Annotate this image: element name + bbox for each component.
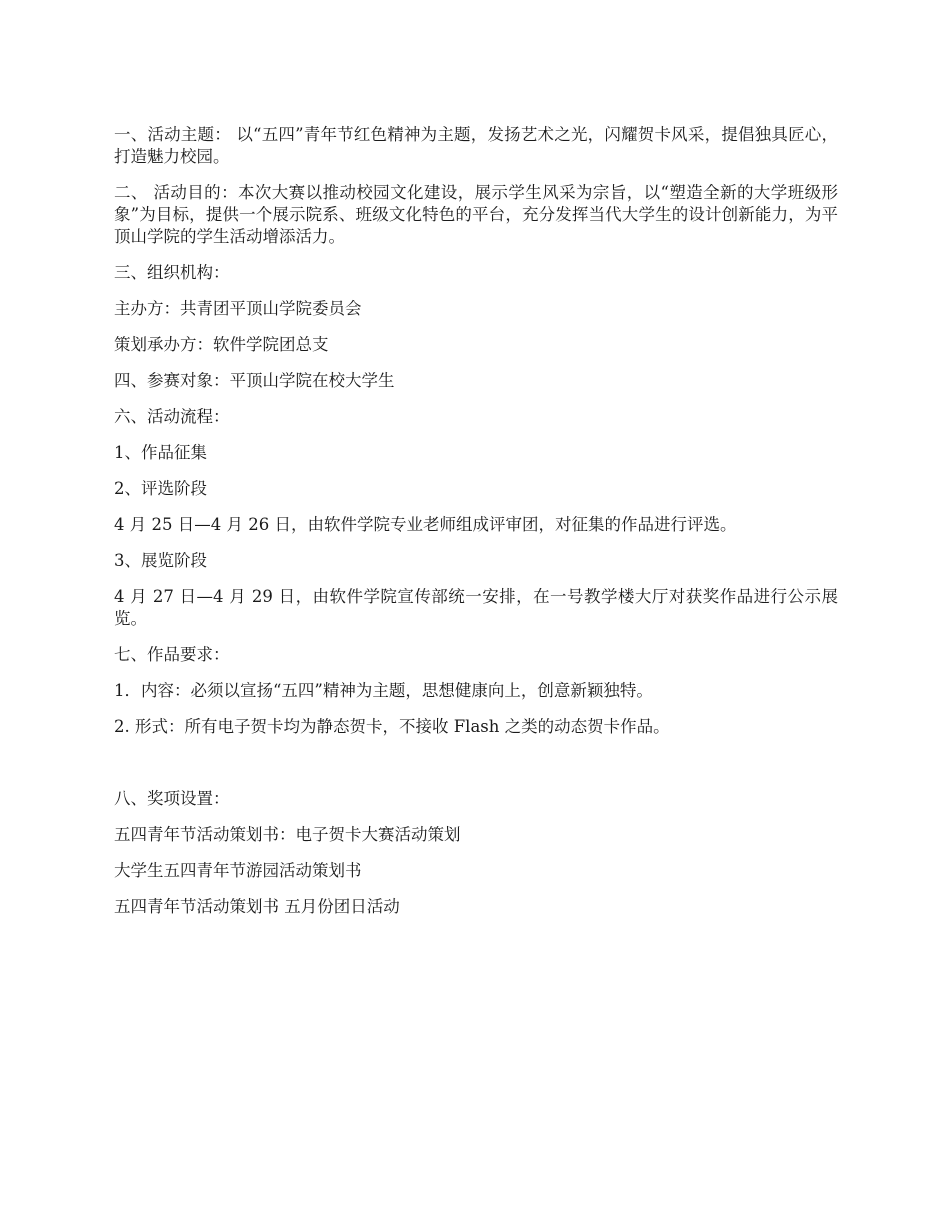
paragraph-host: 主办方：共青团平顶山学院委员会 [114,299,362,318]
paragraph-related-1: 五四青年节活动策划书：电子贺卡大赛活动策划 [114,825,461,844]
paragraph-exhibition-detail: 4 月 27 日—4 月 29 日，由软件学院宣传部统一安排，在一号教学楼大厅对获奖作品进行公示展览。 [114,587,838,628]
paragraph-step-selection: 2、评选阶段 [114,479,207,498]
paragraph-step-collection: 1、作品征集 [114,443,207,462]
paragraph-requirement-content: 1．内容：必须以宣扬“五四”精神为主题，思想健康向上，创意新颖独特。 [114,681,653,700]
document-page [114,124,838,932]
paragraph-requirements-heading: 七、作品要求： [114,645,230,664]
paragraph-organizer: 策划承办方：软件学院团总支 [114,335,329,354]
paragraph-organization-heading: 三、组织机构： [114,263,230,282]
paragraph-requirement-format: 2. 形式：所有电子贺卡均为静态贺卡，不接收 Flash 之类的动态贺卡作品。 [114,717,670,736]
paragraph-process-heading: 六、活动流程： [114,407,230,426]
paragraph-activity-purpose: 二、 活动目的：本次大赛以推动校园文化建设，展示学生风采为宗旨，以“塑造全新的大学班级形象”为目标，提供一个展示院系、班级文化特色的平台，充分发挥当代大学生的设计创新能力，为平顶山学院的学生活动增添活力。 [114,183,838,246]
paragraph-step-exhibition: 3、展览阶段 [114,551,207,570]
paragraph-participants: 四、参赛对象：平顶山学院在校大学生 [114,371,395,390]
paragraph-activity-theme: 一、活动主题： 以“五四”青年节红色精神为主题，发扬艺术之光，闪耀贺卡风采，提倡独具匠心，打造魅力校园。 [114,125,838,166]
paragraph-related-3: 五四青年节活动策划书 五月份团日活动 [114,897,400,916]
blank-gap [114,752,838,788]
paragraph-selection-detail: 4 月 25 日—4 月 26 日，由软件学院专业老师组成评审团，对征集的作品进行评选。 [114,515,737,534]
paragraph-related-2: 大学生五四青年节游园活动策划书 [114,861,362,880]
paragraph-awards-heading: 八、奖项设置： [114,789,230,808]
